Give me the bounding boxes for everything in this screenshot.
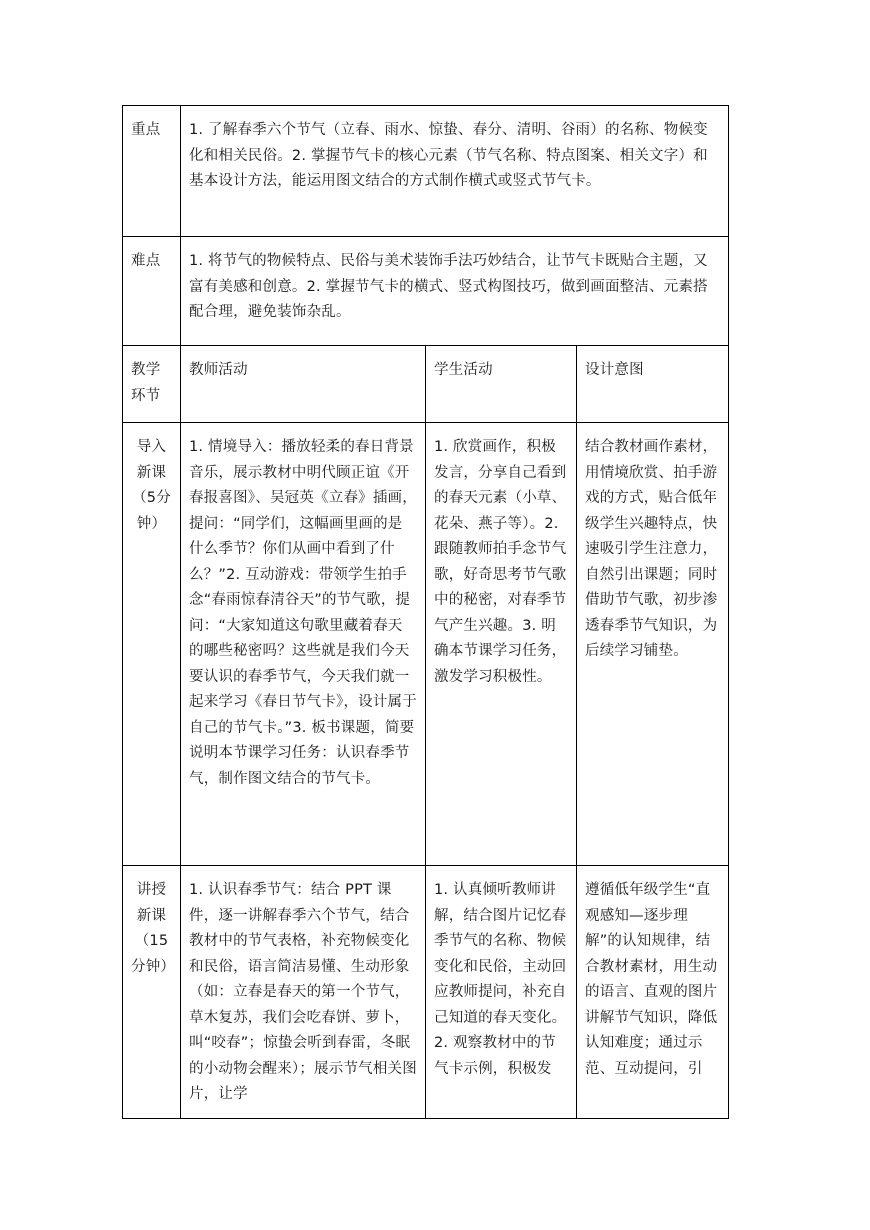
intro-student-activity: 1. 欣赏画作，积极发言，分享自己看到的春天元素（小草、花朵、燕子等）。2. 跟随教师拍手念节气歌，好奇思考节气歌中的秘密，对春季节气产生兴趣。3. 明确本节课学习任务，激发学习积极性。 bbox=[426, 423, 577, 866]
intro-design-intent: 结合教材画作素材，用情境欣赏、拍手游戏的方式，贴合低年级学生兴趣特点，快速吸引学生注意力，自然引出课题；同时借助节气歌，初步渗透春季节气知识，为后续学习铺垫。 bbox=[577, 423, 729, 866]
student-activity-header: 学生活动 bbox=[426, 346, 577, 423]
stage-header bbox=[123, 346, 181, 423]
intro-teacher-activity: 1. 情境导入：播放轻柔的春日背景音乐，展示教材中明代顾正谊《开春报喜图》、吴冠英《立春》插画，提问：“同学们，这幅画里画的是什么季节？你们从画中看到了什么？”2. 互动游戏：带领学生拍手念“春雨惊春清谷天”的节气歌，提问：“大家知道这句歌里藏着春天的哪些秘密吗？这些就是我们今天要认识的春季节气，今天我们就一起来学习《春日节气卡》，设计属于自己的节气卡。”3. 板书课题，简要说明本节课学习任务：认识春季节气，制作图文结合的节气卡。 bbox=[181, 423, 426, 866]
teaching-row bbox=[123, 866, 729, 1119]
teaching-stage-text: 讲授新课（15分钟） bbox=[131, 882, 176, 975]
teaching-student-activity: 1. 认真倾听教师讲解，结合图片记忆春季节气的名称、物候变化和民俗，主动回应教师提问，补充自己知道的春天变化。2. 观察教材中的节气卡示例，积极发 bbox=[426, 866, 577, 1119]
teaching-stage bbox=[123, 866, 181, 1119]
key-points-label: 重点 bbox=[123, 106, 181, 237]
difficulties-row bbox=[123, 237, 729, 346]
intro-row bbox=[123, 423, 729, 866]
lesson-plan-table bbox=[122, 105, 729, 1119]
difficulties-content: 1. 将节气的物候特点、民俗与美术装饰手法巧妙结合，让节气卡既贴合主题，又富有美感和创意。2. 掌握节气卡的横式、竖式构图技巧，做到画面整洁、元素搭配合理，避免装饰杂乱。 bbox=[181, 237, 729, 346]
key-points-content: 1. 了解春季六个节气（立春、雨水、惊蛰、春分、清明、谷雨）的名称、物候变化和相关民俗。2. 掌握节气卡的核心元素（节气名称、特点图案、相关文字）和基本设计方法，能运用图文结合的方式制作横式或竖式节气卡。 bbox=[181, 106, 729, 237]
design-intent-header: 设计意图 bbox=[577, 346, 729, 423]
teaching-teacher-activity: 1. 认识春季节气：结合 PPT 课件，逐一讲解春季六个节气，结合教材中的节气表格，补充物候变化和民俗，语言简洁易懂、生动形象（如：立春是春天的第一个节气，草木复苏，我们会吃春饼、萝卜，叫“咬春”；惊蛰会听到春雷，冬眠的小动物会醒来）；展示节气相关图片，让学 bbox=[181, 866, 426, 1119]
key-points-row bbox=[123, 106, 729, 237]
intro-stage bbox=[123, 423, 181, 866]
teacher-activity-header: 教师活动 bbox=[181, 346, 426, 423]
teaching-design-intent: 遵循低年级学生“直观感知—逐步理解”的认知规律，结合教材素材，用生动的语言、直观的图片讲解节气知识，降低认知难度；通过示范、互动提问，引 bbox=[577, 866, 729, 1119]
column-header-row bbox=[123, 346, 729, 423]
intro-stage-text: 导入新课（5分钟） bbox=[132, 439, 171, 532]
difficulties-label: 难点 bbox=[123, 237, 181, 346]
stage-header-text: 教学环节 bbox=[131, 362, 161, 404]
